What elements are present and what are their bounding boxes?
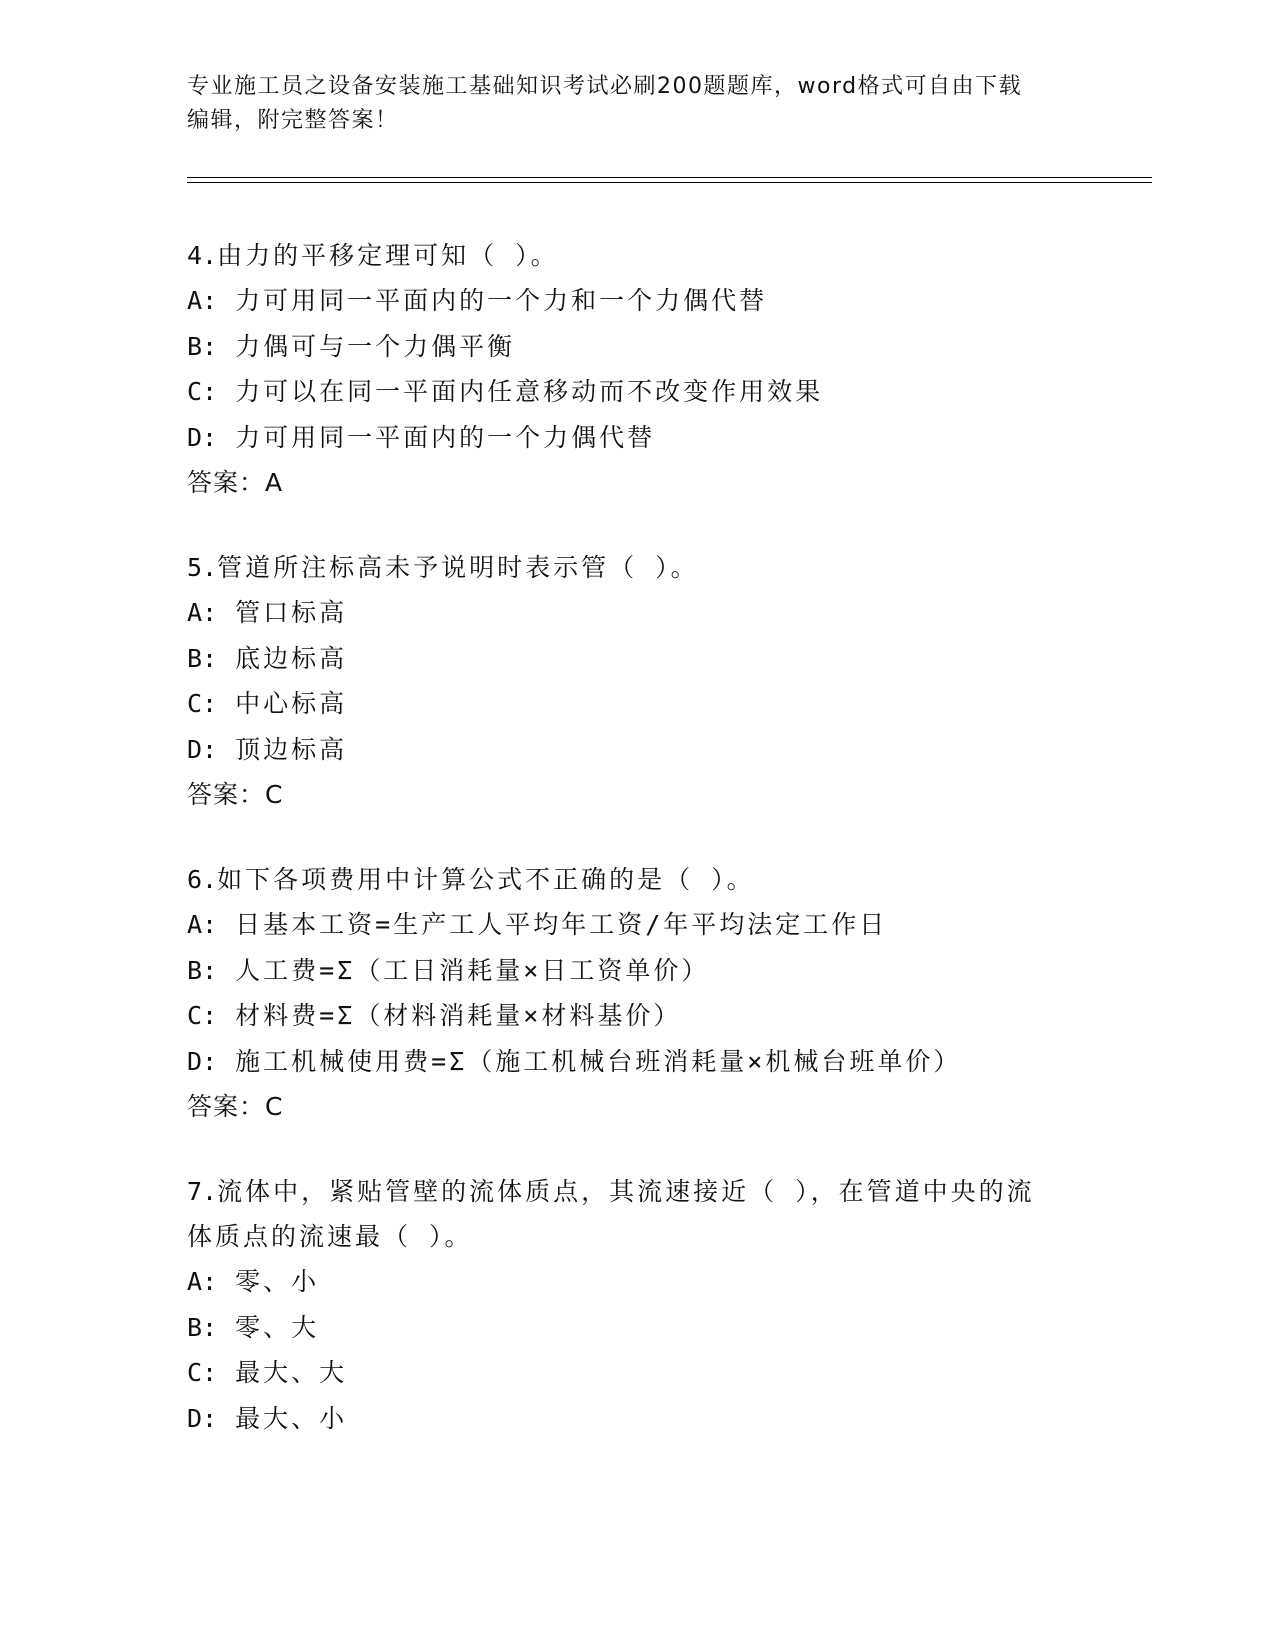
option-text: 零、小: [235, 1267, 320, 1296]
option-b: [187, 1305, 1147, 1351]
option-text: 力偶可与一个力偶平衡: [235, 331, 516, 361]
option-d: [187, 727, 1147, 773]
option-text: 底边标高: [235, 643, 348, 673]
option-text: 施工机械使用费=Σ（施工机械台班消耗量×机械台班单价）: [235, 1046, 962, 1076]
option-b: [187, 324, 1147, 370]
question-stem: [187, 857, 1147, 902]
option-letter: A:: [187, 910, 218, 939]
option-text: 最大、大: [235, 1358, 348, 1387]
option-letter: B:: [187, 955, 218, 985]
option-c: [187, 1350, 1147, 1396]
option-b: [187, 948, 1147, 994]
header-divider-bottom: [187, 182, 1152, 183]
question-text: 管道所注标高未予说明时表示管（ ）。: [217, 553, 699, 582]
option-letter: C:: [187, 377, 218, 406]
header-divider-top: [187, 177, 1152, 178]
option-letter: B:: [187, 643, 218, 673]
answer-line: 答案：C: [187, 1092, 284, 1121]
option-letter: A:: [187, 1267, 218, 1296]
question-4: [187, 233, 1147, 505]
question-7: [187, 1169, 1147, 1441]
option-text: 顶边标高: [235, 734, 348, 764]
option-letter: C:: [187, 1358, 218, 1387]
option-text: 力可用同一平面内的一个力和一个力偶代替: [235, 286, 768, 315]
option-a: [187, 278, 1147, 324]
header-line-2: 编辑，附完整答案！: [187, 108, 399, 133]
option-c: [187, 993, 1147, 1039]
option-d: [187, 1396, 1147, 1442]
question-text: 由力的平移定理可知（ ）。: [217, 241, 559, 270]
option-text: 力可用同一平面内的一个力偶代替: [235, 422, 656, 452]
option-letter: A:: [187, 598, 218, 627]
option-letter: C:: [187, 689, 218, 718]
answer-line: 答案：C: [187, 780, 284, 809]
option-text: 材料费=Σ（材料消耗量×材料基价）: [235, 1001, 682, 1030]
option-letter: A:: [187, 286, 218, 315]
header-line-1: 专业施工员之设备安装施工基础知识考试必刷200题题库，word格式可自由下载: [187, 74, 1023, 99]
question-stem: [187, 545, 1147, 590]
option-text: 中心标高: [235, 689, 348, 718]
question-stem: [187, 233, 1147, 278]
question-stem: [187, 1169, 1147, 1214]
question-number: 4.: [187, 241, 218, 270]
option-a: [187, 902, 1147, 948]
question-text: 如下各项费用中计算公式不正确的是（ ）。: [217, 865, 755, 894]
option-letter: B:: [187, 1312, 218, 1342]
option-text: 力可以在同一平面内任意移动而不改变作用效果: [235, 377, 824, 406]
option-letter: D:: [187, 1046, 218, 1076]
option-d: [187, 415, 1147, 461]
option-letter: D:: [187, 1403, 218, 1433]
question-stem-continued: [187, 1214, 1147, 1259]
option-letter: D:: [187, 422, 218, 452]
option-letter: D:: [187, 734, 218, 764]
option-text: 日基本工资=生产工人平均年工资/年平均法定工作日: [235, 910, 888, 939]
question-list: [187, 233, 1147, 1481]
option-a: [187, 1259, 1147, 1305]
question-5: [187, 545, 1147, 817]
question-6: [187, 857, 1147, 1129]
option-a: [187, 590, 1147, 636]
option-text: 零、大: [235, 1312, 320, 1342]
option-c: [187, 681, 1147, 727]
option-text: 管口标高: [235, 598, 348, 627]
question-number: 6.: [187, 865, 218, 894]
option-d: [187, 1039, 1147, 1085]
answer-line: 答案：A: [187, 468, 284, 497]
option-text: 人工费=Σ（工日消耗量×日工资单价）: [235, 955, 710, 985]
question-number: 5.: [187, 553, 218, 582]
question-text-line-2: 体质点的流速最（ ）。: [187, 1222, 473, 1251]
document-header: [187, 70, 1087, 138]
question-text-line-1: 流体中，紧贴管壁的流体质点，其流速接近（ ），在管道中央的流: [217, 1177, 1035, 1206]
option-letter: C:: [187, 1001, 218, 1030]
option-b: [187, 636, 1147, 682]
question-number: 7.: [187, 1177, 218, 1206]
option-letter: B:: [187, 331, 218, 361]
option-c: [187, 369, 1147, 415]
option-text: 最大、小: [235, 1403, 348, 1433]
